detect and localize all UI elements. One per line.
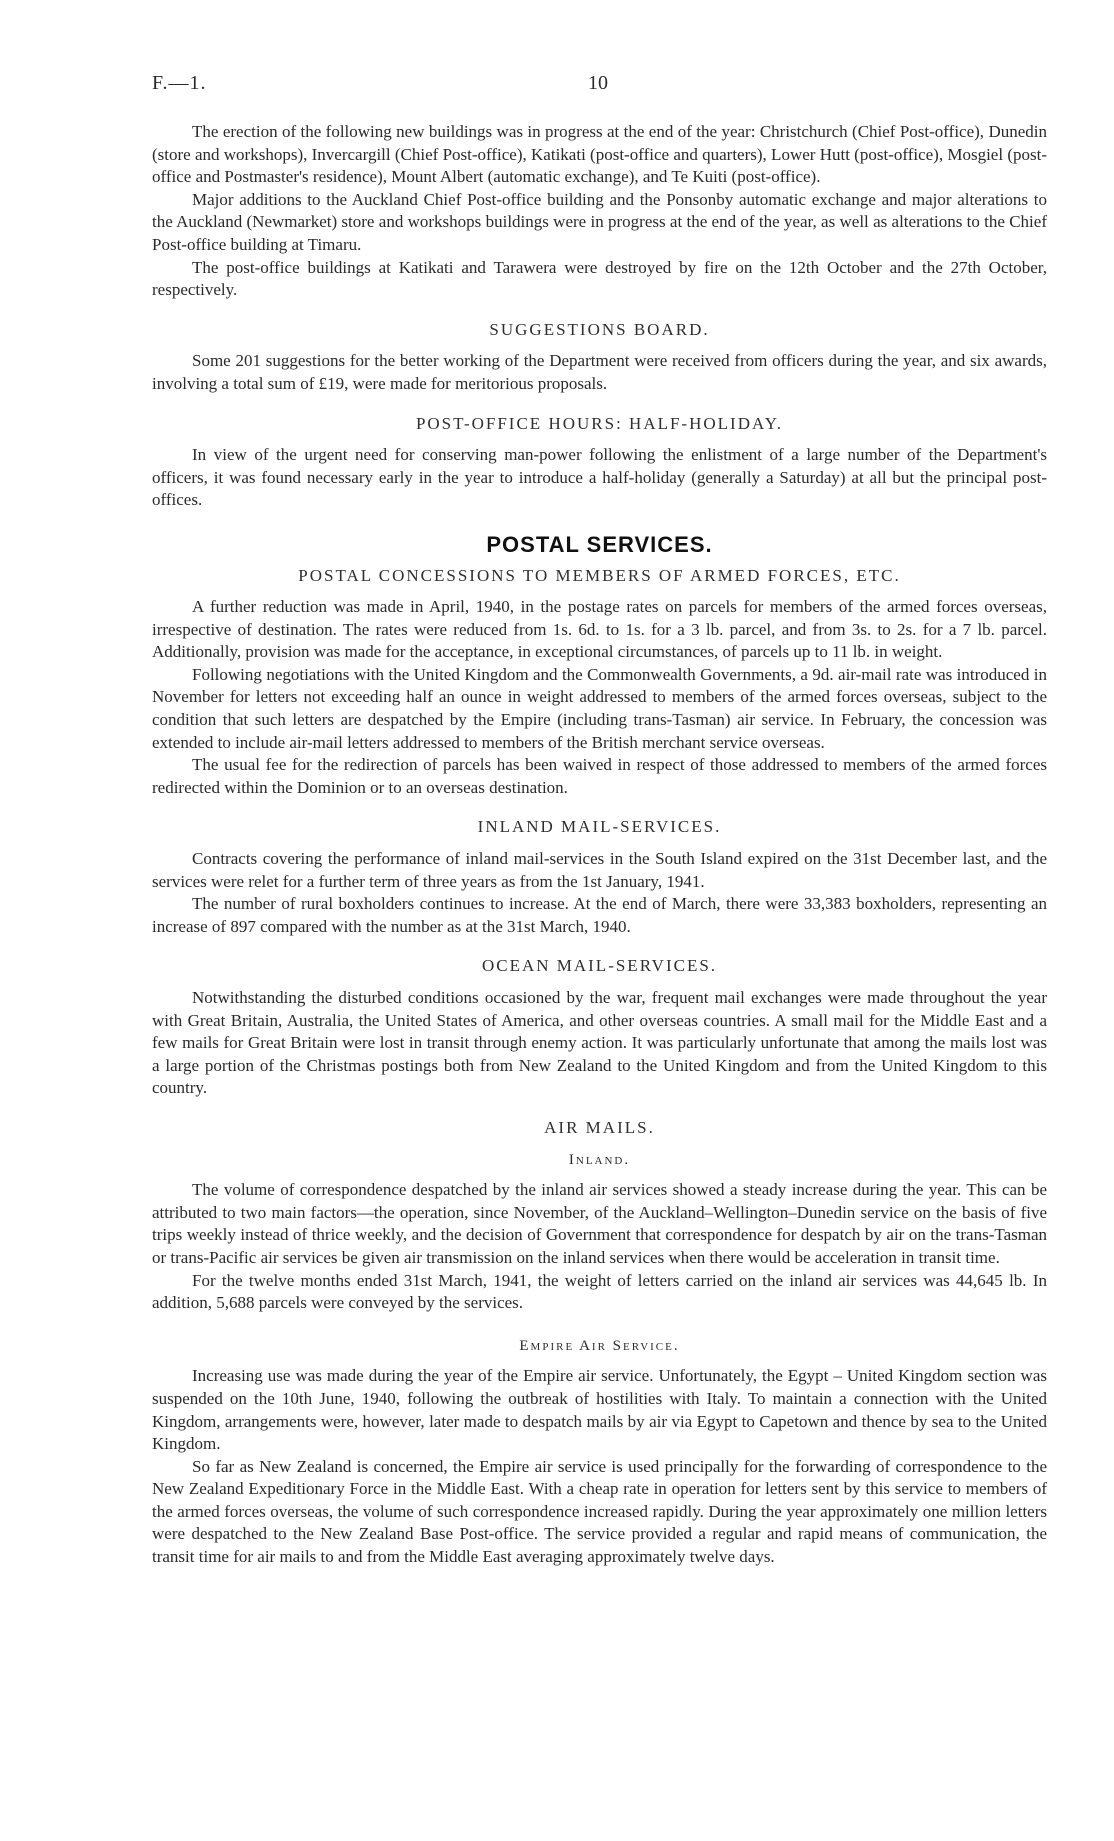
paragraph: Some 201 suggestions for the better working of the Department were received from officers during the year, and six awards, involving a total sum of £19, were made for meritorious proposals. <box>152 351 1047 393</box>
paragraph: The number of rural boxholders continues to increase. At the end of March, there were 33,383 boxholders, representing an increase of 897 compared with the number as at the 31st March, 1940. <box>152 894 1047 936</box>
subheading-empire-air-service: Empire Air Service. <box>519 1337 680 1354</box>
document-code: F.—1. <box>152 72 207 94</box>
paragraph: In view of the urgent need for conserving man-power following the enlistment of a large number of the Department's officers, it was found necessary early in the year to introduce a half-holiday (generally a Saturday) at all but the principal post-offices. <box>152 445 1047 510</box>
page-content <box>152 121 1047 1569</box>
section-heading-inland: INLAND MAIL-SERVICES. <box>477 817 722 837</box>
paragraph: Notwithstanding the disturbed conditions occasioned by the war, frequent mail exchanges were made throughout the year with Great Britain, Australia, the United States of America, and other overseas countries. A small mail for the Middle East and a few mails for Great Britain were lost in transit through enemy action. It was particularly unfortunate that among the mails lost was a large portion of the Christmas postings both from New Zealand to the United Kingdom and from the United Kingdom to this country. <box>152 988 1047 1098</box>
section-heading-air-mails: AIR MAILS. <box>544 1117 655 1137</box>
paragraph: Contracts covering the performance of inland mail-services in the South Island expired on the 31st December last, and the services were relet for a further term of three years as from the 1st January, 1941. <box>152 849 1047 891</box>
section-heading-hours: POST-OFFICE HOURS: HALF-HOLIDAY. <box>415 413 784 433</box>
section-heading-suggestions: SUGGESTIONS BOARD. <box>489 319 710 339</box>
paragraph: Major additions to the Auckland Chief Post-office building and the Ponsonby automatic exchange and major alterations to the Auckland (Newmarket) store and workshops buildings were in progress at the end of the year, as well as alterations to the Chief Post-office building at Timaru. <box>152 189 1047 254</box>
paragraph: For the twelve months ended 31st March, 1941, the weight of letters carried on the inland air services was 44,645 lb. In addition, 5,688 parcels were conveyed by the services. <box>152 1270 1047 1313</box>
paragraph: Following negotiations with the United Kingdom and the Commonwealth Governments, a 9d. air-mail rate was introduced in November for letters not exceeding half an ounce in weight addressed to members of the armed forces overseas, subject to the condition that such letters are despatched by the Empire (including trans-Tasman) air service. In February, the concession was extended to include air-mail letters addressed to members of the British merchant service overseas. <box>152 664 1047 752</box>
paragraph: A further reduction was made in April, 1940, in the postage rates on parcels for members of the armed forces overseas, irrespective of destination. The rates were reduced from 1s. 6d. to 1s. for a 3 lb. parcel, and from 3s. to 2s. for a 7 lb. parcel. Additionally, provision was made for the acceptance, in exceptional circumstances, of parcels up to 11 lb. in weight. <box>152 597 1047 662</box>
paragraph: The usual fee for the redirection of parcels has been waived in respect of those addressed to members of the armed forces redirected within the Dominion or to an overseas destination. <box>152 755 1047 797</box>
paragraph: Increasing use was made during the year of the Empire air service. Unfortunately, the Egypt – United Kingdom section was suspended on the 10th June, 1940, following the outbreak of hostilities with Italy. To maintain a connection with the United Kingdom, arrangements were, however, later made to despatch mails by air via Egypt to Capetown and thence by sea to the United Kingdom. <box>152 1366 1047 1454</box>
paragraph: The post-office buildings at Katikati and Tarawera were destroyed by fire on the 12th October and the 27th October, respectively. <box>152 257 1047 300</box>
page-number: 10 <box>588 72 608 94</box>
section-heading-concessions: POSTAL CONCESSIONS TO MEMBERS OF ARMED FORCES, ETC. <box>298 565 901 585</box>
paragraph: The volume of correspondence despatched by the inland air services showed a steady increase during the year. This can be attributed to two main factors—the operation, since November, of the Auckland–Wellington–Dunedin service on the basis of five trips weekly instead of thrice weekly, and the decision of Government that correspondence for despatch by air on the trans-Tasman or trans-Pacific air services be given air transmission on the inland services when there would be acceleration in transit time. <box>152 1180 1047 1267</box>
section-heading-ocean: OCEAN MAIL-SERVICES. <box>481 956 718 976</box>
paragraph: So far as New Zealand is concerned, the Empire air service is used principally for the forwarding of correspondence to the New Zealand Expeditionary Force in the Middle East. With a cheap rate in operation for letters sent by this service to members of the armed forces overseas, the volume of such correspondence increased rapidly. During the year approximately one million letters were despatched to the New Zealand Base Post-office. The service provided a regular and rapid means of communication, the transit time for air mails to and from the Middle East averaging approximately twelve days. <box>152 1456 1047 1567</box>
subheading-inland: Inland. <box>568 1151 631 1168</box>
paragraph: The erection of the following new buildings was in progress at the end of the year: Christchurch (Chief Post-office), Dunedin (store and workshops), Invercargill (Chief Post-office), Katikati (post-office and quarters), Lower Hutt (post-office), Mosgiel (post-office and Postmaster's residence), Mount Albert (automatic exchange), and Te Kuiti (post-office). <box>152 122 1047 187</box>
section-title-postal-services: POSTAL SERVICES. <box>486 531 713 557</box>
